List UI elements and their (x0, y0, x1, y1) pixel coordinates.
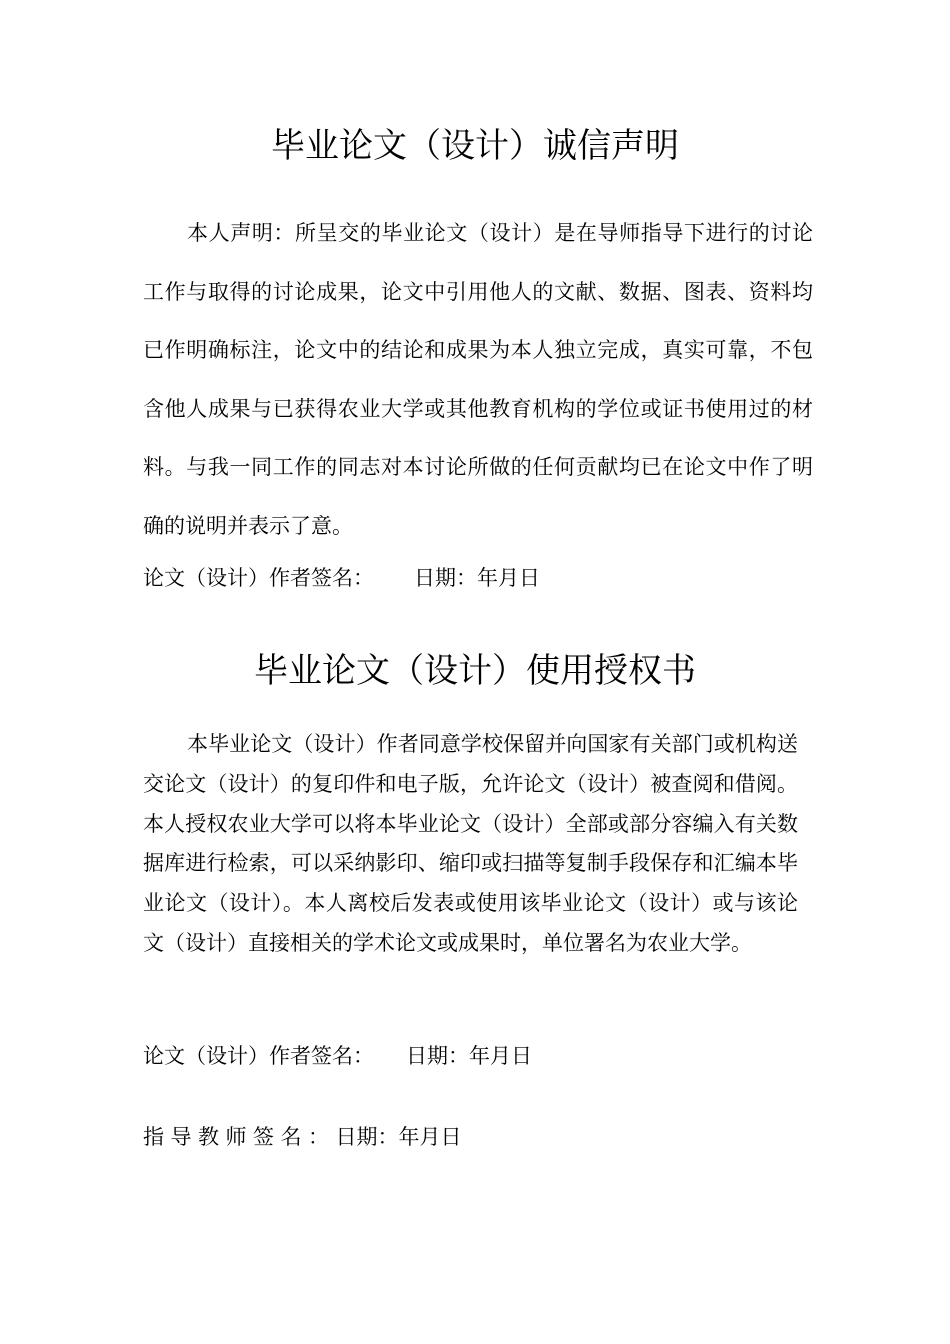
date-value: 年月日 (477, 566, 540, 590)
advisor-signature-label: 指导教师签名： (143, 1125, 336, 1149)
author-signature-label: 论文（设计）作者签名： (143, 1044, 374, 1068)
authorization-body: 本毕业论文（设计）作者同意学校保留并向国家有关部门或机构送交论文（设计）的复印件和电子版，允许论文（设计）被查阅和借阅。本人授权农业大学可以将本毕业论文（设计）全部或部分容编入有关数据库进行检索，可以采纳影印、缩印或扫描等复制手段保存和汇编本毕业论文（设计）。本人离校后发表或使用该毕业论文（设计）或与该论文（设计）直接相关的学术论文或成果时，单位署名为农业大学。 (143, 732, 798, 955)
date-label: 日期： (414, 566, 477, 590)
integrity-signature-row (143, 564, 540, 592)
date-label: 日期： (406, 1044, 469, 1068)
date-value: 年月日 (469, 1044, 532, 1068)
authorization-advisor-signature-row (143, 1123, 462, 1151)
date-value: 年月日 (398, 1125, 462, 1149)
author-signature-label: 论文（设计）作者签名： (143, 566, 374, 590)
authorization-author-signature-row (143, 1042, 532, 1070)
authorization-title: 毕业论文（设计）使用授权书 (254, 651, 696, 691)
integrity-statement-title: 毕业论文（设计）诚信声明 (271, 126, 679, 166)
date-label: 日期： (335, 1125, 399, 1149)
integrity-statement-body: 本人声明：所呈交的毕业论文（设计）是在导师指导下进行的讨论工作与取得的讨论成果，论文中引用他人的文献、数据、图表、资料均已作明确标注，论文中的结论和成果为本人独立完成，真实可靠，不包含他人成果与已获得农业大学或其他教育机构的学位或证书使用过的材料。与我一同工作的同志对本讨论所做的任何贡献均已在论文中作了明确的说明并表示了意。 (143, 221, 813, 538)
